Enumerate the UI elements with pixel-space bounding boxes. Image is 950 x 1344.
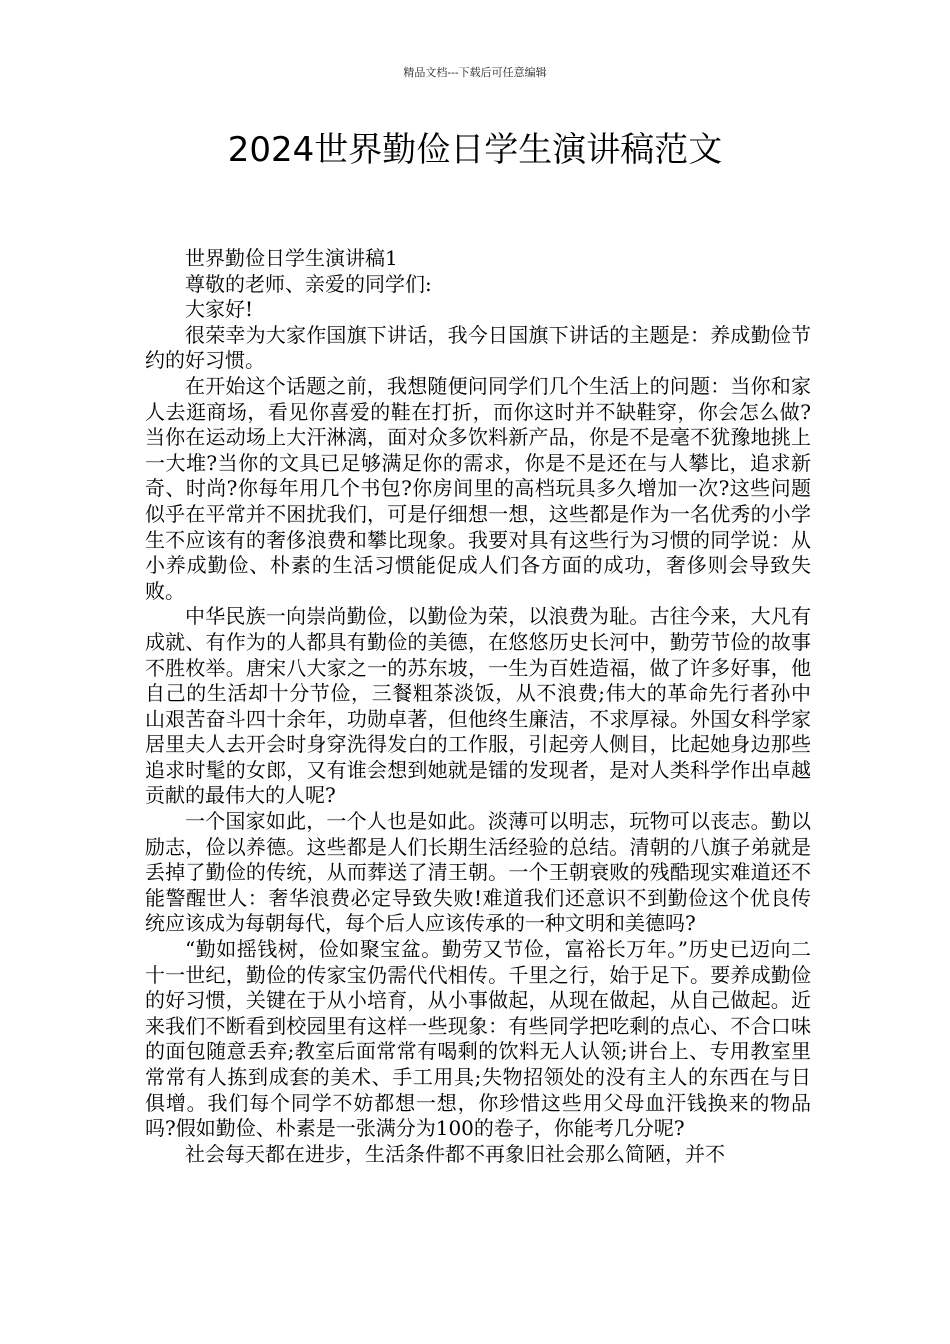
paragraph-history: 中华民族一向崇尚勤俭，以勤俭为荣，以浪费为耻。古往今来，大凡有成就、有作为的人都具有勤俭的美德，在悠悠历史长河中，勤劳节俭的故事不胜枚举。唐宋八大家之一的苏东坡，一生为百姓造福，做了许多好事，他自己的生活却十分节俭，三餐粗茶淡饭，从不浪费;伟大的革命先行者孙中山艰苦奋斗四十余年，功勋卓著，但他终生廉洁，不求厚禄。外国女科学家居里夫人去开会时身穿洗得发白的工作服，引起旁人侧目，比起她身边那些追求时髦的女郎，又有谁会想到她就是镭的发现者，是对人类科学作出卓越贡献的最伟大的人呢? [145, 604, 811, 808]
greeting: 大家好! [185, 297, 254, 322]
speech-heading: 世界勤俭日学生演讲稿1 [185, 246, 398, 270]
document-body [145, 246, 811, 1167]
paragraph-questions: 在开始这个话题之前，我想随便问同学们几个生活上的问题：当你和家人去逛商场，看见你喜爱的鞋在打折，而你这时并不缺鞋穿，你会怎么做?当你在运动场上大汗淋漓，面对众多饮料新产品，你是不是毫不犹豫地挑上一大堆?当你的文具已足够满足你的需求，你是不是还在与人攀比，追求新奇、时尚?你每年用几个书包?你房间里的高档玩具多久增加一次?这些问题似乎在平常并不困扰我们，可是仔细想一想，这些都是作为一名优秀的小学生不应该有的奢侈浪费和攀比现象。我要对具有这些行为习惯的同学说：从小养成勤俭、朴素的生活习惯能促成人们各方面的成功，奢侈则会导致失败。 [145, 373, 811, 603]
paragraph-habits: “勤如摇钱树，俭如聚宝盆。勤劳又节俭，富裕长万年。”历史已迈向二十一世纪，勤俭的传家宝仍需代代相传。千里之行，始于足下。要养成勤俭的好习惯，关键在于从小培育，从小事做起，从现在做起，从自己做起。近来我们不断看到校园里有这样一些现象：有些同学把吃剩的点心、不合口味的面包随意丢弃;教室后面常常有喝剩的饮料无人认领;讲台上、专用教室里常常有人拣到成套的美术、手工用具;失物招领处的没有主人的东西在与日俱增。我们每个同学不妨都想一想，你珍惜这些用父母血汗钱换来的物品吗?假如勤俭、朴素是一张满分为100的卷子，你能考几分呢? [145, 937, 811, 1141]
salutation: 尊敬的老师、亲爱的同学们: [185, 271, 432, 296]
paragraph-nation: 一个国家如此，一个人也是如此。淡薄可以明志，玩物可以丧志。勤以励志，俭以养德。这些都是人们长期生活经验的总结。清朝的八旗子弟就是丢掉了勤俭的传统，从而葬送了清王朝。一个王朝衰败的残酷现实难道还不能警醒世人：奢华浪费必定导致失败!难道我们还意识不到勤俭这个优良传统应该成为每朝每代，每个后人应该传承的一种文明和美德吗? [145, 809, 811, 936]
paragraph-intro: 很荣幸为大家作国旗下讲话，我今日国旗下讲话的主题是：养成勤俭节约的好习惯。 [145, 322, 811, 373]
document-title: 2024世界勤俭日学生演讲稿范文 [227, 130, 723, 170]
paragraph-society: 社会每天都在进步，生活条件都不再象旧社会那么简陋，并不 [185, 1141, 725, 1166]
header-note: 精品文档---下载后可任意编辑 [403, 66, 547, 79]
